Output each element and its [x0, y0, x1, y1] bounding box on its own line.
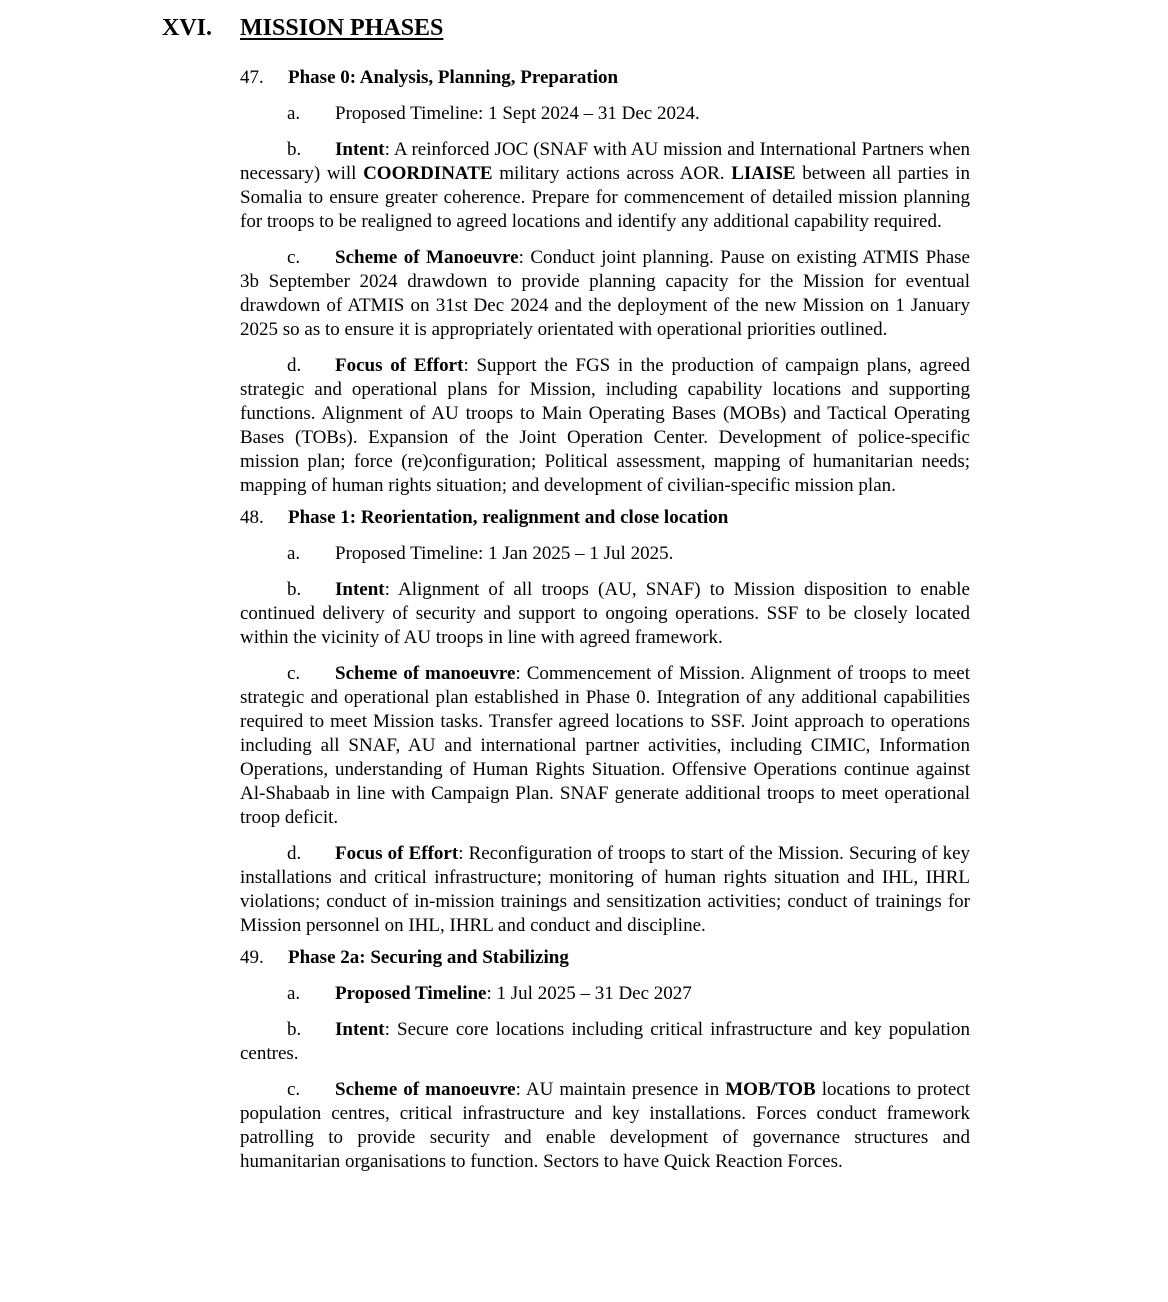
subparagraph-49a	[240, 982, 970, 1006]
label-separator: :	[384, 579, 398, 600]
paragraph-heading-49	[240, 946, 970, 970]
subparagraph-47a	[240, 102, 970, 126]
subparagraph-49c	[240, 1078, 970, 1174]
paragraph-heading-47	[240, 66, 970, 90]
paragraph-number: 47.	[240, 67, 264, 88]
emphasis-text: LIAISE	[731, 163, 796, 184]
subparagraph-text: A reinforced JOC (SNAF with AU mission and International Partners when necessary) will	[240, 139, 970, 184]
label-separator: :	[486, 983, 497, 1004]
subparagraph-label: Intent	[335, 1019, 385, 1040]
section-heading	[162, 12, 443, 44]
subparagraph-47c	[240, 246, 970, 342]
subparagraph-letter: b.	[287, 139, 302, 160]
paragraph-title: Phase 1: Reorientation, realignment and close location	[288, 507, 729, 528]
subparagraph-49b	[240, 1018, 970, 1066]
paragraph-number: 49.	[240, 947, 264, 968]
subparagraph-label: Intent	[335, 139, 385, 160]
subparagraph-text: Proposed Timeline: 1 Jan 2025 – 1 Jul 2025.	[335, 543, 674, 564]
subparagraph-letter: a.	[287, 983, 301, 1004]
label-separator: :	[458, 843, 469, 864]
subparagraph-text: locations to protect population centres, critical infrastructure and key installations. Forces conduct framework patrolling to provide security and enable development of governance structures and humanitarian organisations to function. Sectors to have Quick Reaction Forces.	[240, 1079, 970, 1172]
subparagraph-letter: c.	[287, 1079, 301, 1100]
subparagraph-letter: b.	[287, 579, 302, 600]
subparagraph-label: Scheme of manoeuvre	[335, 663, 516, 684]
subparagraph-text: Secure core locations including critical infrastructure and key population centres.	[240, 1019, 970, 1064]
subparagraph-text: AU maintain presence in	[525, 1079, 726, 1100]
subparagraph-letter: b.	[287, 1019, 302, 1040]
subparagraph-48d	[240, 842, 970, 938]
paragraph-title: Phase 0: Analysis, Planning, Preparation	[288, 67, 619, 88]
section-title: MISSION PHASES	[240, 15, 444, 41]
subparagraph-letter: d.	[287, 843, 302, 864]
subparagraph-text: 1 Jul 2025 – 31 Dec 2027	[496, 983, 692, 1004]
emphasis-text: COORDINATE	[363, 163, 493, 184]
subparagraph-text: Support the FGS in the production of campaign plans, agreed strategic and operational plans for Mission, including capability locations and supporting functions. Alignment of AU troops to Main Operating Bases (MOBs) and Tactical Operating Bases (TOBs). Expansion of the Joint Operation Center. Development of police-specific mission plan; force (re)configuration; Political assessment, mapping of humanitarian needs; mapping of human rights situation; and development of civilian-specific mission plan.	[240, 355, 971, 496]
subparagraph-label: Focus of Effort	[335, 843, 459, 864]
section-number: XVI.	[162, 15, 213, 41]
subparagraph-label: Focus of Effort	[335, 355, 464, 376]
subparagraph-text: Proposed Timeline: 1 Sept 2024 – 31 Dec 2024.	[335, 103, 700, 124]
label-separator: :	[384, 1019, 398, 1040]
subparagraph-text: between all parties in Somalia to ensure greater coherence. Prepare for commencement of detailed mission planning for troops to be realigned to agreed locations and identify any additional capability required.	[240, 163, 970, 232]
subparagraph-48a	[240, 542, 970, 566]
paragraph-number: 48.	[240, 507, 264, 528]
subparagraph-text: military actions across AOR.	[492, 163, 732, 184]
emphasis-text: MOB/TOB	[725, 1079, 816, 1100]
subparagraph-letter: d.	[287, 355, 302, 376]
subparagraph-47b	[240, 138, 970, 234]
document-body	[240, 66, 970, 1174]
subparagraph-label: Scheme of manoeuvre	[335, 1079, 516, 1100]
subparagraph-letter: a.	[287, 103, 301, 124]
subparagraph-text: Commencement of Mission. Alignment of troops to meet strategic and operational plan established in Phase 0. Integration of any additional capabilities required to meet Mission tasks. Transfer agreed locations to SSF. Joint approach to operations including all SNAF, AU and international partner activities, including CIMIC, Information Operations, understanding of Human Rights Situation. Offensive Operations continue against Al-Shabaab in line with Campaign Plan. SNAF generate additional troops to meet operational troop deficit.	[240, 663, 971, 828]
label-separator: :	[384, 139, 394, 160]
subparagraph-text: Conduct joint planning. Pause on existing ATMIS Phase 3b September 2024 drawdown to provide planning capacity for the Mission for eventual drawdown of ATMIS on 31st Dec 2024 and the deployment of the new Mission on 1 January 2025 so as to ensure it is appropriately orientated with operational priorities outlined.	[240, 247, 970, 340]
subparagraph-letter: c.	[287, 247, 301, 268]
label-separator: :	[515, 663, 527, 684]
paragraph-title: Phase 2a: Securing and Stabilizing	[288, 947, 569, 968]
label-separator: :	[463, 355, 477, 376]
subparagraph-letter: a.	[287, 543, 301, 564]
subparagraph-text: Alignment of all troops (AU, SNAF) to Mission disposition to enable continued delivery of security and support to ongoing operations. SSF to be closely located within the vicinity of AU troops in line with agreed framework.	[240, 579, 970, 648]
label-separator: :	[515, 1079, 526, 1100]
subparagraph-48c	[240, 662, 970, 830]
paragraph-heading-48	[240, 506, 970, 530]
subparagraph-text: Reconfiguration of troops to start of the Mission. Securing of key installations and critical infrastructure; monitoring of human rights situation and IHL, IHRL violations; conduct of in-mission trainings and sensitization activities; conduct of trainings for Mission personnel on IHL, IHRL and conduct and discipline.	[240, 843, 971, 936]
subparagraph-47d	[240, 354, 970, 498]
subparagraph-48b	[240, 578, 970, 650]
subparagraph-label: Scheme of Manoeuvre	[335, 247, 519, 268]
subparagraph-label: Intent	[335, 579, 385, 600]
subparagraph-letter: c.	[287, 663, 301, 684]
subparagraph-label: Proposed Timeline	[335, 983, 487, 1004]
label-separator: :	[518, 247, 531, 268]
